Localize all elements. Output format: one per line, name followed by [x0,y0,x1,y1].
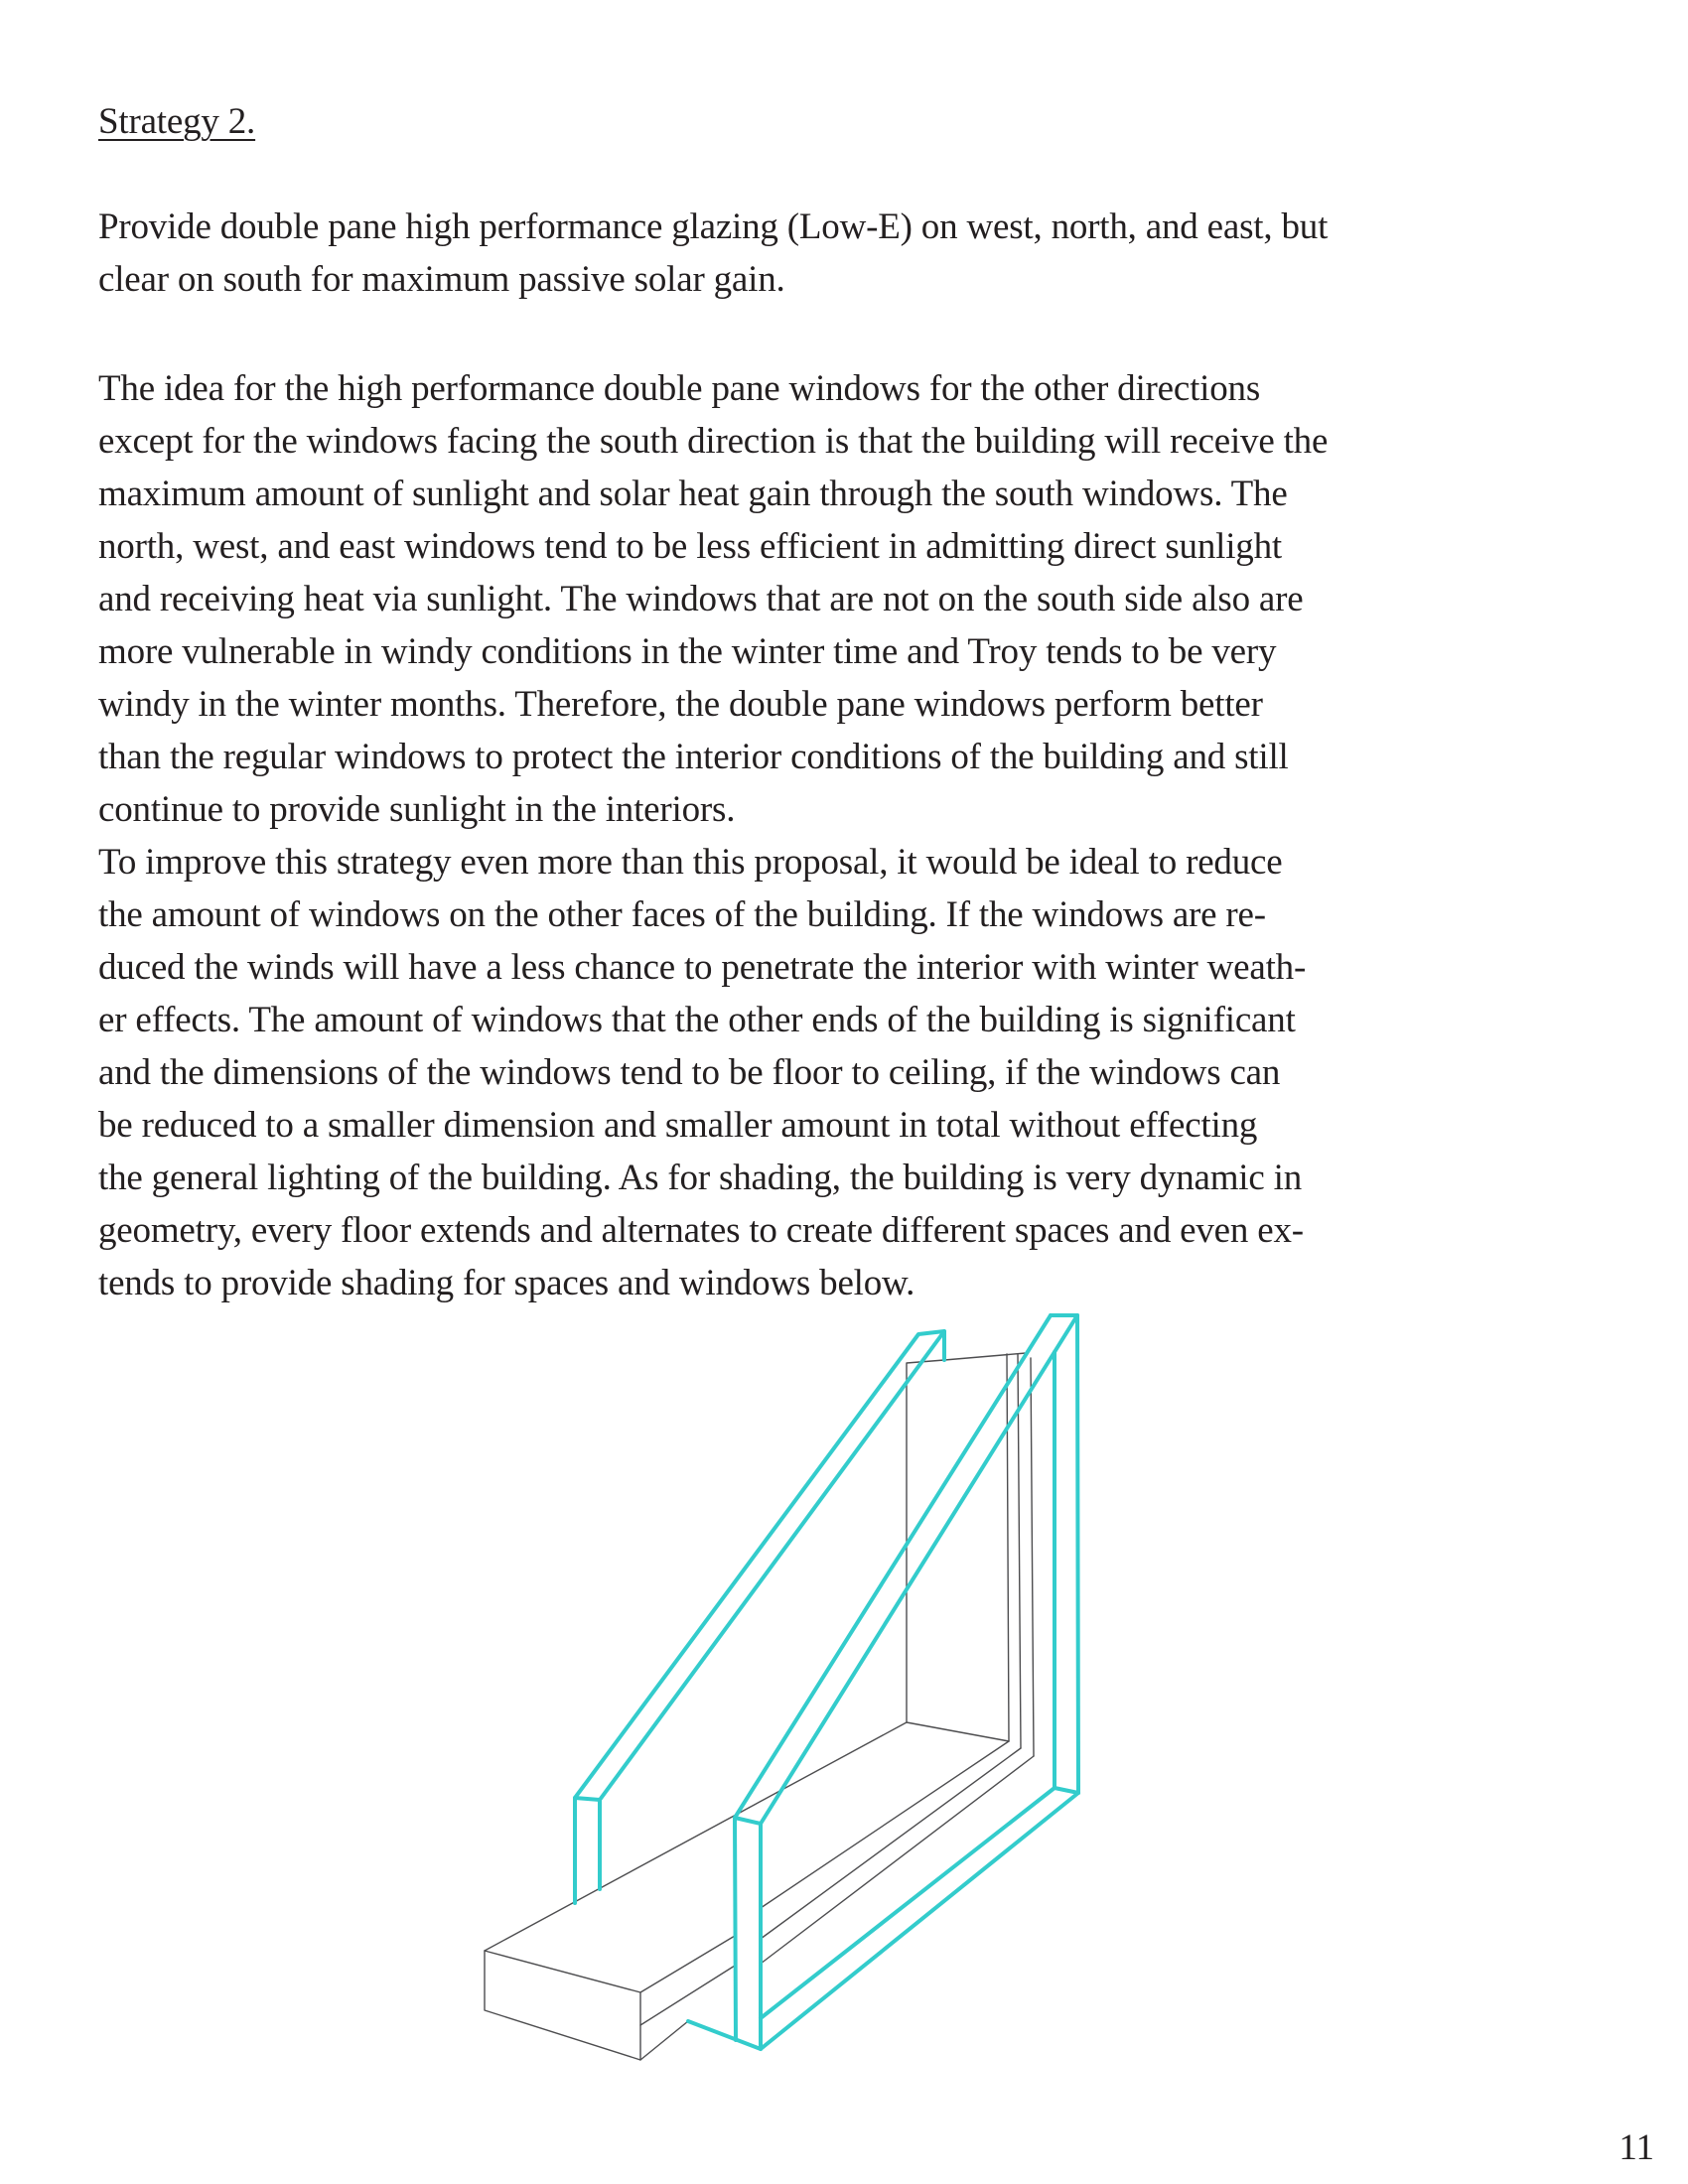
text-line: the amount of windows on the other faces of the building. If the windows are re- [98,894,1266,935]
text-line: except for the windows facing the south direction is that the building will receive the [98,421,1329,462]
text-line: and receiving heat via sunlight. The windows that are not on the south side also are [98,579,1304,619]
front-pane-bottom-inner-diagonal [761,1788,1055,2018]
front-pane-top-left-edge [735,1818,761,1824]
text-line: north, west, and east windows tend to be less efficient in admitting direct sunlight [98,526,1282,567]
back-pane-edge-top [575,1798,600,1800]
text-line: clear on south for maximum passive solar gain. [98,259,785,300]
sill-edge-3 [640,2021,688,2060]
front-pane-bottom-outer-diagonal [761,1793,1078,2049]
text-line: Provide double pane high performance glazing (Low-E) on west, north, and east, but [98,206,1329,247]
text-line: continue to provide sunlight in the interiors. [98,789,736,830]
text-line: duced the winds will have a less chance to penetrate the interior with winter weath- [98,947,1307,988]
text-line: than the regular windows to protect the interior conditions of the building and still [98,737,1289,777]
text-line: windy in the winter months. Therefore, the double pane windows perform better [98,684,1263,725]
front-pane-outer-diagonal [735,1315,1051,1818]
sill-edge-1 [640,1936,735,1992]
text-line: be reduced to a smaller dimension and smaller amount in total without effecting [98,1105,1258,1146]
page-number: 11 [1618,2127,1654,2168]
corner-line-3 [1031,1358,1034,1756]
text-line: more vulnerable in windy conditions in the winter time and Troy tends to be very [98,631,1277,672]
front-pane-inner-diagonal [761,1315,1077,1824]
front-pane-right-edge [1077,1315,1078,1793]
text-line: and the dimensions of the windows tend to be floor to ceiling, if the windows can [98,1052,1281,1093]
back-wall-top [944,1353,1026,1360]
front-pane-left-vertical-outer [735,1818,736,2040]
text-line: The idea for the high performance double pane windows for the other directions [98,368,1261,409]
text-line: tends to provide shading for spaces and windows below. [98,1263,915,1303]
back-wall [907,1360,1009,1741]
sill-front-face [485,1951,640,2060]
front-pane-bottom-right [1055,1788,1078,1793]
text-line: To improve this strategy even more than this proposal, it would be ideal to reduce [98,842,1283,883]
text-line: the general lighting of the building. As for shading, the building is very dynamic in [98,1158,1303,1198]
text-line: er effects. The amount of windows that the other ends of the building is significant [98,1000,1296,1040]
front-pane-bottom-left-edge [688,2021,761,2049]
sill-top-back-edge [485,1722,907,1951]
section-heading: Strategy 2. [98,101,256,142]
text-line: maximum amount of sunlight and solar heat gain through the south windows. The [98,474,1288,514]
text-line: geometry, every floor extends and alternates to create different spaces and even ex- [98,1210,1304,1251]
sill-edge-2 [640,1966,735,2025]
corner-line-1 [1007,1354,1009,1741]
